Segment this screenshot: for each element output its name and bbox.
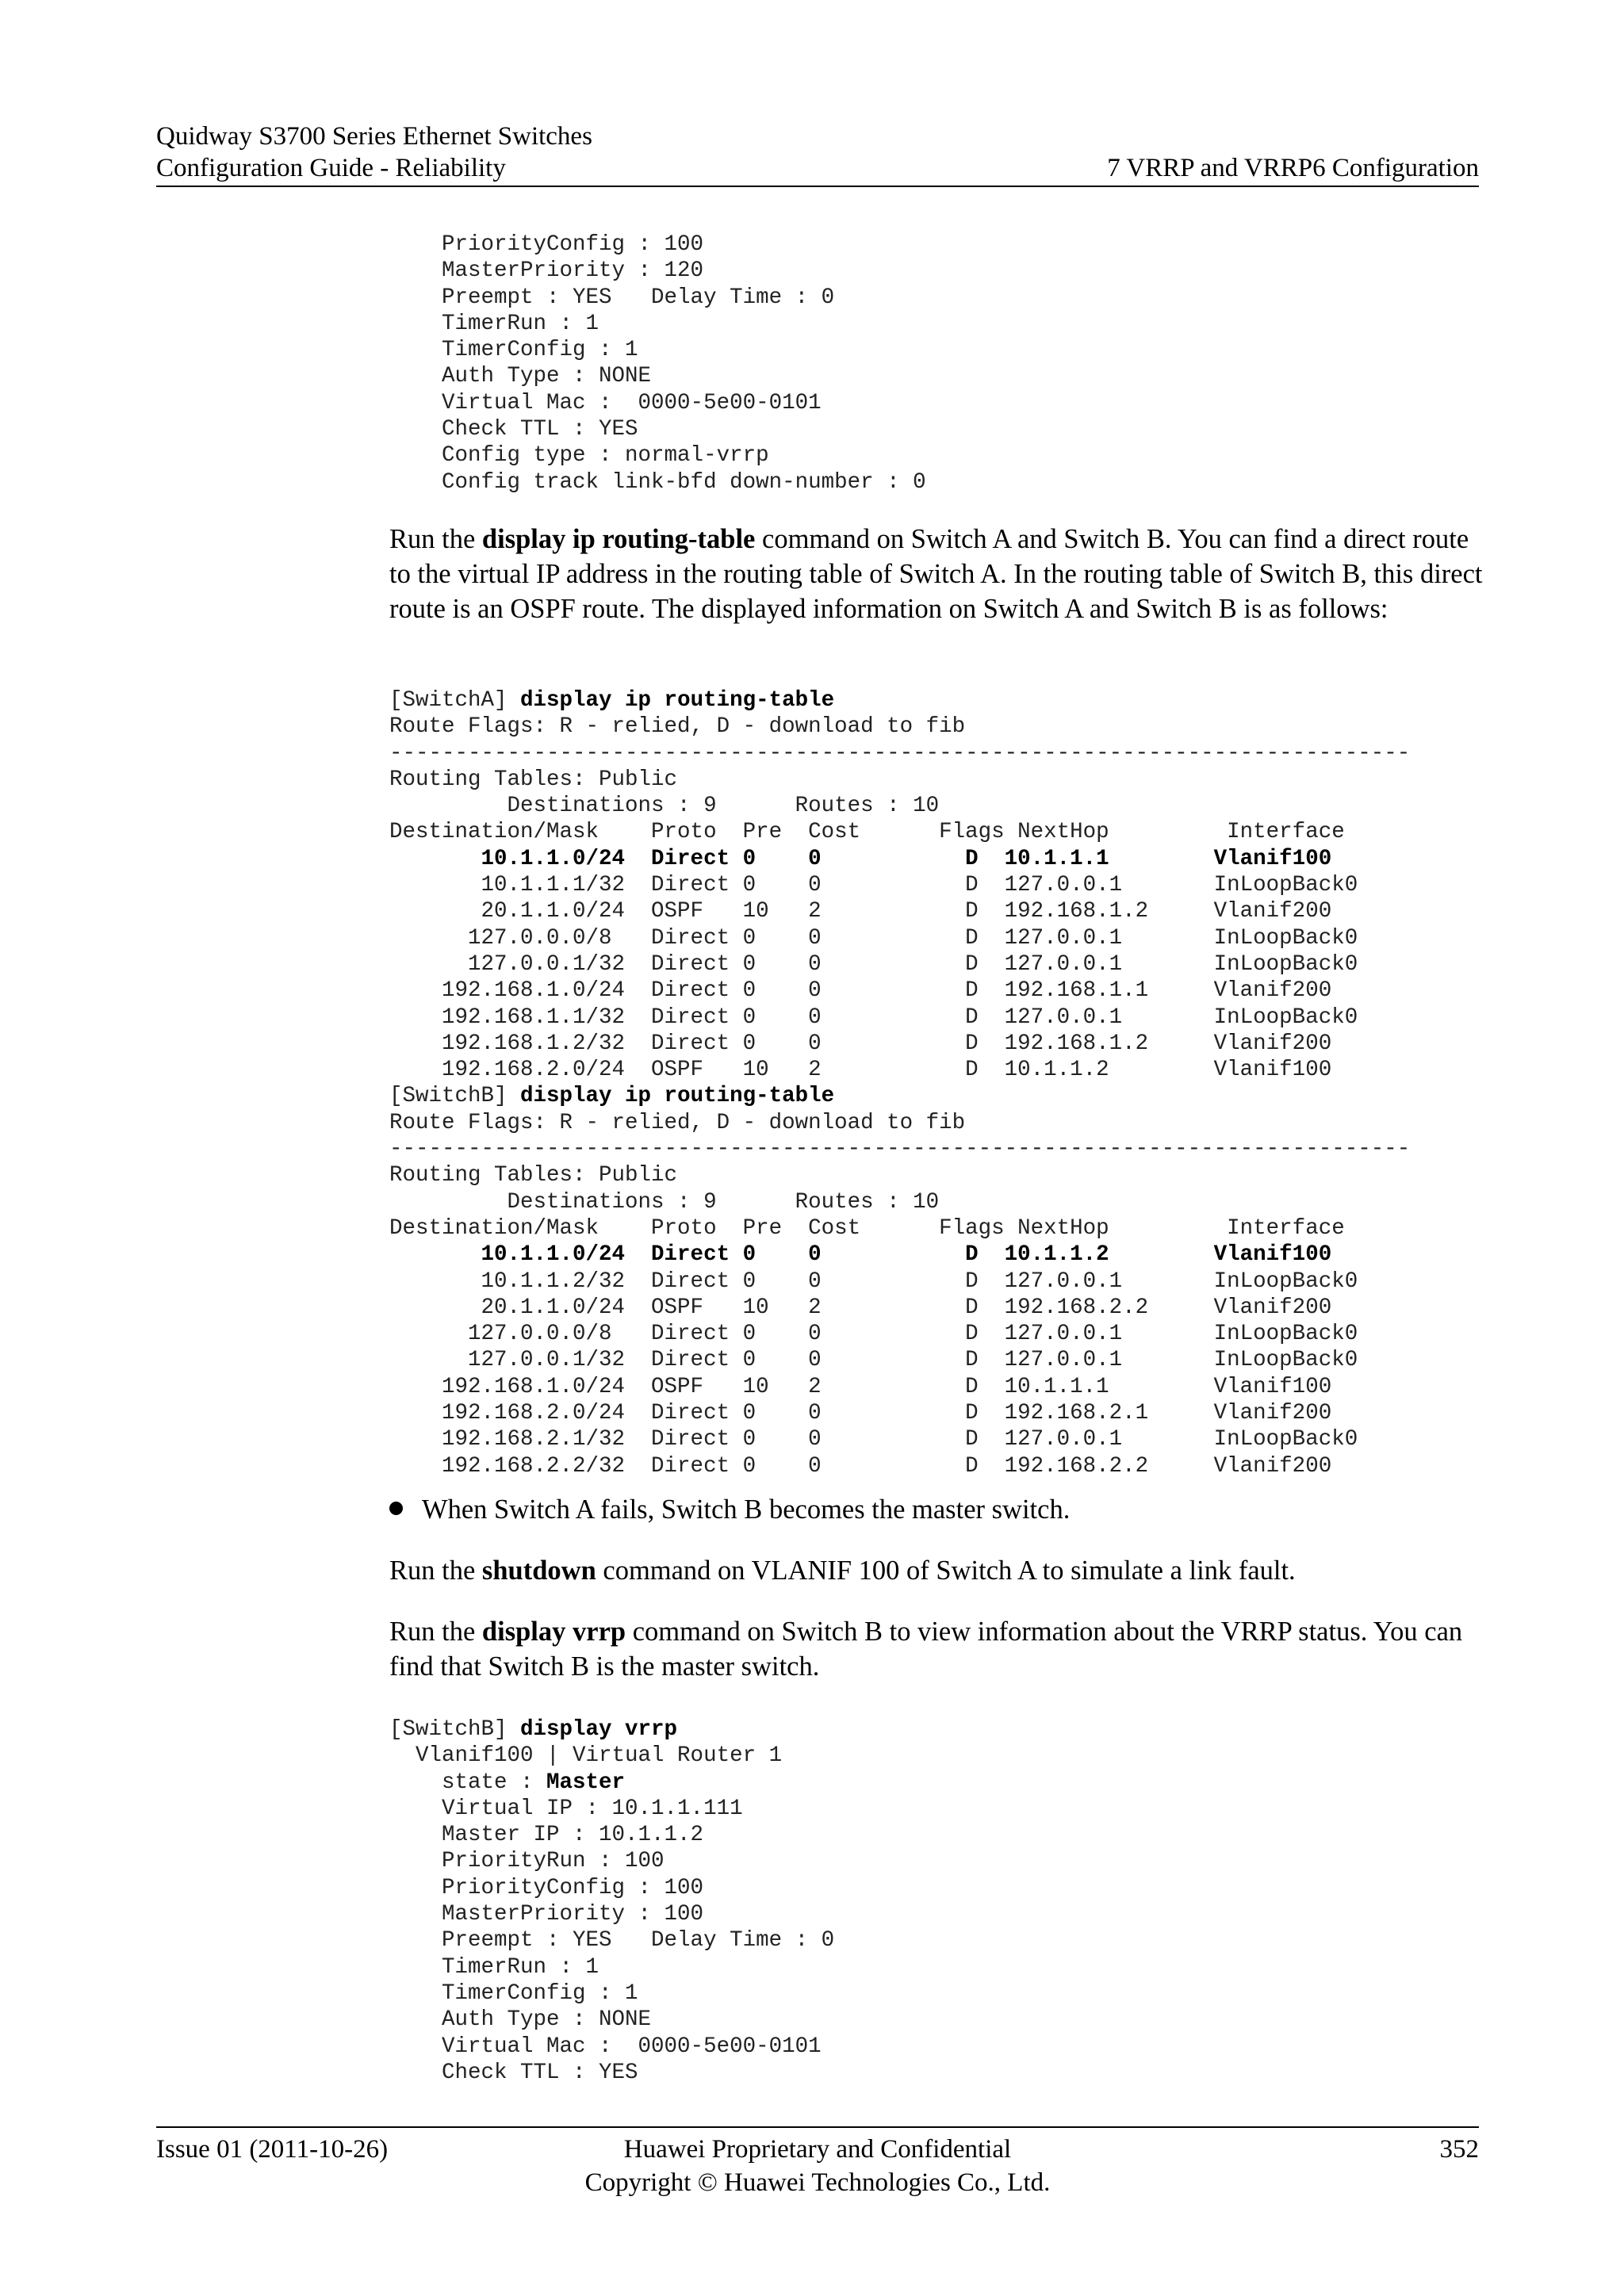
prompt: [SwitchB] (389, 1084, 521, 1109)
table-row: 192.168.1.0/24 OSPF 10 2 D 10.1.1.1 Vlanif100 (389, 1374, 1332, 1399)
shutdown-description (389, 1553, 1484, 1588)
highlighted-route: 10.1.1.0/24 Direct 0 0 D 10.1.1.1 Vlanif100 (389, 846, 1332, 871)
code-line: TimerRun : 1 (389, 311, 599, 336)
confidential-text: Huawei Proprietary and Confidential (623, 2135, 1012, 2164)
guide-name: Configuration Guide - Reliability (156, 154, 506, 182)
table-row: 192.168.1.2/32 Direct 0 0 D 192.168.1.2 Vlanif200 (389, 1031, 1332, 1056)
table-row: 10.1.1.1/32 Direct 0 0 D 127.0.0.1 InLoopBack0 (389, 873, 1358, 898)
command-line (389, 687, 1410, 714)
vrrp-status-description (389, 1614, 1484, 1684)
code-line: MasterPriority : 100 (389, 1902, 704, 1927)
product-name: Quidway S3700 Series Ethernet Switches (156, 122, 592, 151)
bullet-text: When Switch A fails, Switch B becomes the master switch. (422, 1494, 1071, 1525)
code-line: Config type : normal-vrrp (389, 443, 769, 469)
state-value: Master (546, 1770, 626, 1795)
para-text: command on Switch A and Switch B. You can find a direct route to the virtual IP address in the routing table of Switch A. In the routing table of Switch B, this direct route is an OSPF route. The displayed information on Switch A and Switch B is as follows: (389, 524, 1483, 624)
code-line: Auth Type : NONE (389, 364, 652, 389)
chapter-title: 7 VRRP and VRRP6 Configuration (1107, 154, 1479, 182)
route-flags-line: Route Flags: R - relied, D - download to fib (389, 1110, 966, 1135)
table-row: 192.168.2.0/24 OSPF 10 2 D 10.1.1.2 Vlanif100 (389, 1058, 1332, 1083)
table-row (389, 1242, 1410, 1268)
page-footer (156, 2126, 1479, 2197)
issue-date: Issue 01 (2011-10-26) (156, 2135, 389, 2164)
vrrp-header-line: Vlanif100 | Virtual Router 1 (389, 1743, 783, 1769)
code-line: Auth Type : NONE (389, 2007, 652, 2033)
code-line: PriorityRun : 100 (389, 1849, 665, 1874)
page-number: 352 (1439, 2135, 1479, 2164)
state-label: state : (389, 1770, 547, 1795)
table-row: 192.168.2.0/24 Direct 0 0 D 192.168.2.1 Vlanif200 (389, 1401, 1332, 1426)
code-line: TimerConfig : 1 (389, 1980, 638, 2006)
para-text: Run the (389, 1556, 482, 1586)
code-line: Check TTL : YES (389, 2060, 638, 2085)
routing-tables-line: Routing Tables: Public (389, 767, 678, 792)
separator-line: ------------------------------------------------------------------------------ (389, 1137, 1411, 1162)
command: display ip routing-table (520, 688, 835, 713)
copyright-text: Copyright © Huawei Technologies Co., Ltd. (584, 2168, 1051, 2197)
table-row: 127.0.0.0/8 Direct 0 0 D 127.0.0.1 InLoopBack0 (389, 1322, 1358, 1347)
page-header (156, 121, 1479, 187)
confidentiality-notice (156, 2133, 1479, 2199)
code-line: Virtual Mac : 0000-5e00-0101 (389, 390, 822, 415)
code-line: PriorityConfig : 100 (389, 232, 704, 257)
code-line: Check TTL : YES (389, 417, 638, 442)
table-row: 192.168.1.1/32 Direct 0 0 D 127.0.0.1 InLoopBack0 (389, 1004, 1358, 1030)
column-header-line: Destination/Mask Proto Pre Cost Flags NextHop Interface (389, 1215, 1345, 1241)
highlighted-route: 10.1.1.0/24 Direct 0 0 D 10.1.1.2 Vlanif100 (389, 1242, 1332, 1268)
routing-table-description (389, 522, 1484, 626)
code-line: Config track link-bfd down-number : 0 (389, 469, 926, 495)
table-row: 127.0.0.1/32 Direct 0 0 D 127.0.0.1 InLoopBack0 (389, 1348, 1358, 1373)
code-line: Preempt : YES Delay Time : 0 (389, 1928, 835, 1954)
document-title (156, 121, 592, 184)
summary-line: Destinations : 9 Routes : 10 (389, 794, 940, 819)
command-name: display ip routing-table (481, 524, 756, 554)
routing-tables-line: Routing Tables: Public (389, 1163, 678, 1188)
state-line (389, 1770, 834, 1796)
table-row: 192.168.2.1/32 Direct 0 0 D 127.0.0.1 InLoopBack0 (389, 1427, 1358, 1452)
code-line: Virtual IP : 10.1.1.111 (389, 1796, 743, 1821)
separator-line: ------------------------------------------------------------------------------ (389, 740, 1411, 766)
command-name: display vrrp (481, 1617, 626, 1647)
table-row: 20.1.1.0/24 OSPF 10 2 D 192.168.1.2 Vlanif200 (389, 899, 1332, 924)
command-line (389, 1083, 1410, 1109)
code-line: MasterPriority : 120 (389, 258, 704, 284)
prompt: [SwitchA] (389, 688, 521, 713)
para-text: command on VLANIF 100 of Switch A to simulate a link fault. (596, 1556, 1296, 1586)
route-flags-line: Route Flags: R - relied, D - download to fib (389, 714, 966, 740)
table-row: 192.168.1.0/24 Direct 0 0 D 192.168.1.1 Vlanif200 (389, 978, 1332, 1004)
command: display vrrp (520, 1717, 678, 1742)
column-header-line: Destination/Mask Proto Pre Cost Flags NextHop Interface (389, 820, 1345, 845)
table-row (389, 846, 1410, 872)
code-line: Preempt : YES Delay Time : 0 (389, 285, 835, 310)
code-line: TimerRun : 1 (389, 1954, 599, 1980)
vrrp-output-continued (389, 232, 926, 496)
code-line: TimerConfig : 1 (389, 338, 638, 363)
table-row: 10.1.1.2/32 Direct 0 0 D 127.0.0.1 InLoopBack0 (389, 1269, 1358, 1294)
para-text: Run the (389, 524, 482, 554)
command: display ip routing-table (520, 1084, 835, 1109)
vrrp-output-switch-b (389, 1716, 834, 2086)
command-line (389, 1716, 834, 1743)
table-row: 127.0.0.1/32 Direct 0 0 D 127.0.0.1 InLoopBack0 (389, 951, 1358, 977)
table-row: 127.0.0.0/8 Direct 0 0 D 127.0.0.1 InLoopBack0 (389, 925, 1358, 951)
routing-table-output (389, 687, 1410, 1479)
para-text: Run the (389, 1617, 482, 1647)
para-text: command on Switch B to view information about the VRRP status. You can find that Switch B is the master switch. (389, 1617, 1463, 1682)
summary-line: Destinations : 9 Routes : 10 (389, 1189, 940, 1215)
code-line: Master IP : 10.1.1.2 (389, 1823, 704, 1848)
bullet-icon (389, 1502, 403, 1515)
table-row: 192.168.2.2/32 Direct 0 0 D 192.168.2.2 Vlanif200 (389, 1453, 1332, 1479)
bullet-item (389, 1492, 1070, 1527)
prompt: [SwitchB] (389, 1717, 521, 1742)
code-line: PriorityConfig : 100 (389, 1875, 704, 1900)
command-name: shutdown (481, 1556, 596, 1586)
code-line: Virtual Mac : 0000-5e00-0101 (389, 2034, 822, 2059)
table-row: 20.1.1.0/24 OSPF 10 2 D 192.168.2.2 Vlanif200 (389, 1295, 1332, 1320)
